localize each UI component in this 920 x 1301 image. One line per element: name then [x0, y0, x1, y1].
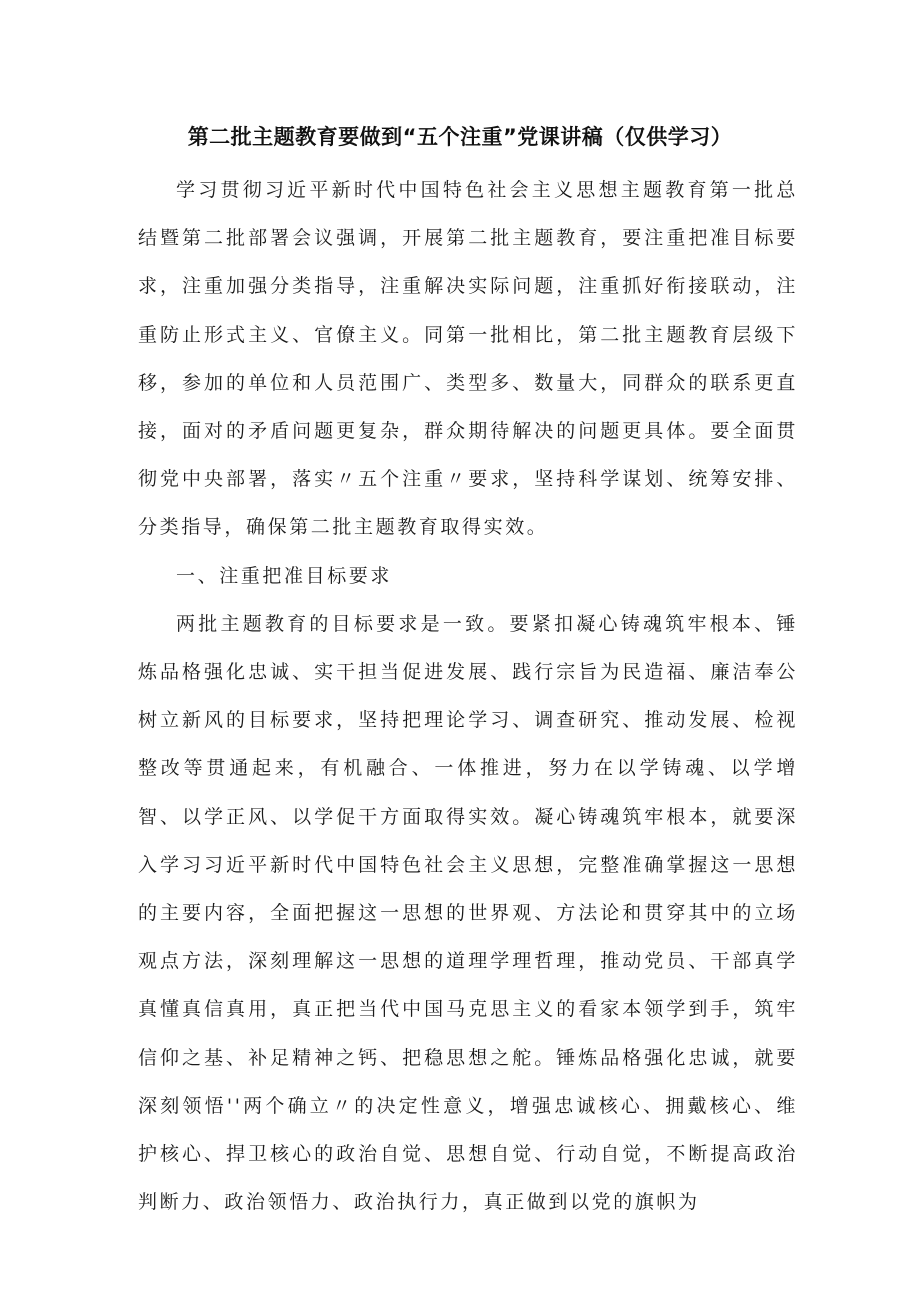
document-title: 第二批主题教育要做到“五个注重”党课讲稿（仅供学习） [187, 125, 733, 149]
paragraph-section-1: 两批主题教育的目标要求是一致。要紧扣凝心铸魂筑牢根本、锤炼品格强化忠诚、实干担当促进发展、践行宗旨为民造福、廉洁奉公树立新风的目标要求，坚持把理论学习、调查研究、推动发展、检视整改等贯通起来，有机融合、一体推进，努力在以学铸魂、以学增智、以学正风、以学促干方面取得实效。凝心铸魂筑牢根本，就要深入学习习近平新时代中国特色社会主义思想，完整准确掌握这一思想的主要内容，全面把握这一思想的世界观、方法论和贯穿其中的立场观点方法，深刻理解这一思想的道理学理哲理，推动党员、干部真学真懂真信真用，真正把当代中国马克思主义的看家本领学到手，筑牢信仰之基、补足精神之钙、把稳思想之舵。锤炼品格强化忠诚，就要深刻领悟''两个确立〃的决定性意义，增强忠诚核心、拥戴核心、维护核心、捍卫核心的政治自觉、思想自觉、行动自觉，不断提高政治判断力、政治领悟力、政治执行力，真正做到以党的旗帜为 [138, 612, 798, 1214]
paragraph-intro: 学习贯彻习近平新时代中国特色社会主义思想主题教育第一批总结暨第二批部署会议强调，开展第二批主题教育，要注重把准目标要求，注重加强分类指导，注重解决实际问题，注重抓好衔接联动，注重防止形式主义、官僚主义。同第一批相比，第二批主题教育层级下移，参加的单位和人员范围广、类型多、数量大，同群众的联系更直接，面对的矛盾问题更复杂，群众期待解决的问题更具体。要全面贯彻党中央部署，落实〃五个注重〃要求，坚持科学谋划、统筹安排、分类指导，确保第二批主题教育取得实效。 [138, 179, 798, 539]
section-heading-1: 一、注重把准目标要求 [176, 564, 393, 587]
document-body [138, 166, 798, 1226]
